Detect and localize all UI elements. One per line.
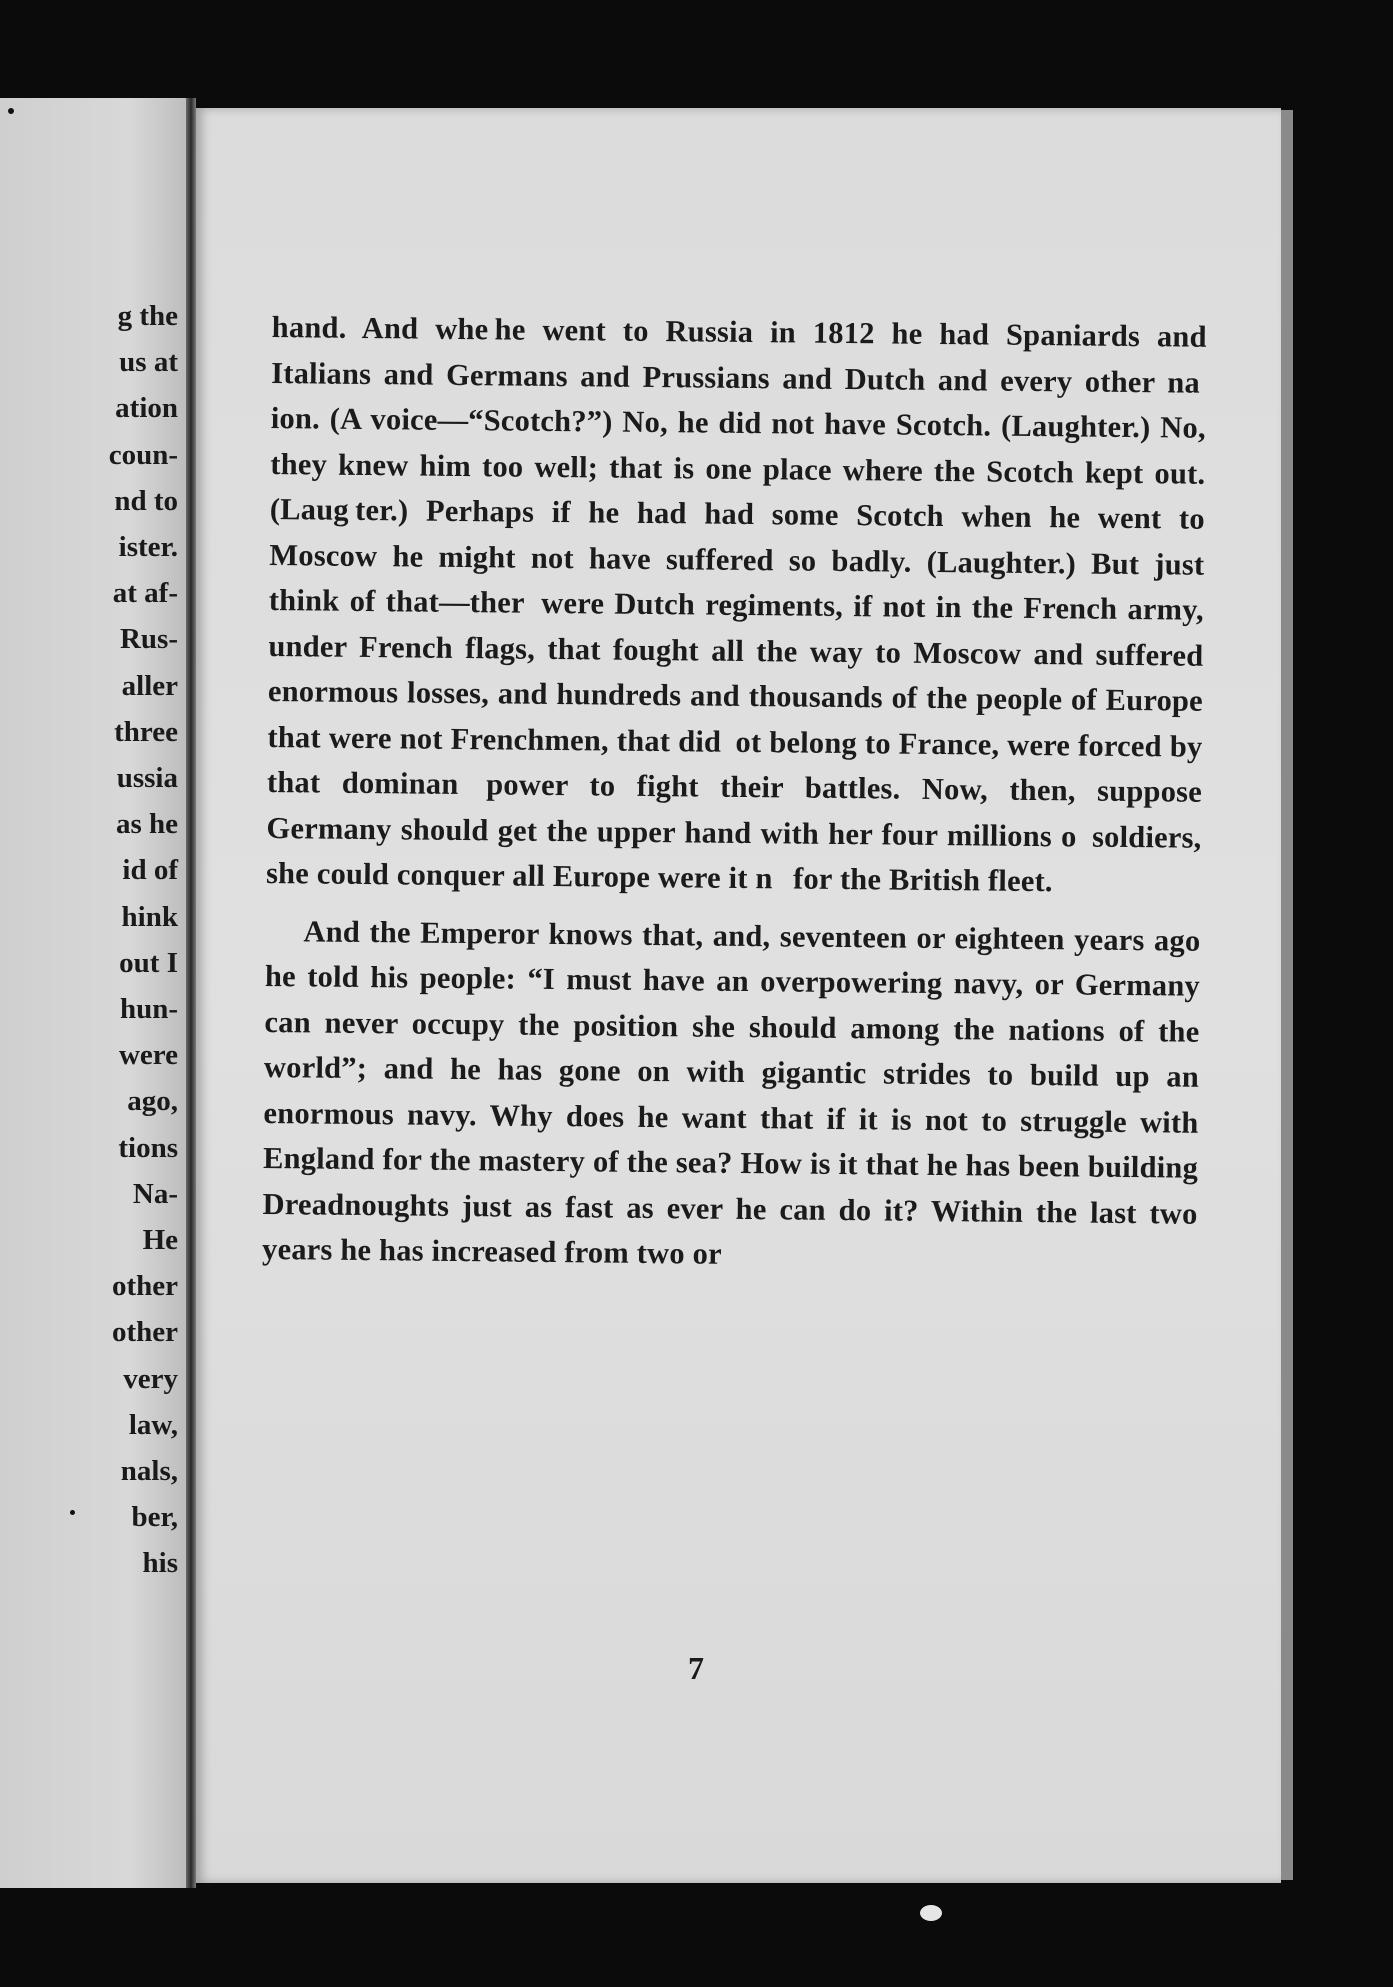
previous-page-line-fragment: He: [142, 1224, 178, 1257]
previous-page-line-fragment: very: [123, 1362, 178, 1395]
previous-page-text-fragments: [109, 293, 178, 1587]
previous-page-line-fragment: at af-: [112, 577, 178, 610]
paragraph-1: hand. And whe he went to Russia in 1812 he had Spaniards and Italians and Germans and Prussians and Dutch and every other na ion. (A voice—“Scotch?”) No, he did not have Scotch. (Laughter.) No, they knew him too well; that is one place where the Scotch kept out. (Laug ter.) Perhaps if he had had some Scotch when he went to Moscow he might not have suffered so badly. (Laughter.) But just think of that—ther were Dutch regiments, if not in the French army, under French flags, that fought all the way to Moscow and suffered enormous losses, and hundreds and thousands of the people of Europe that were not Frenchmen, that did ot belong to France, were forced by that dominan power to fight their battles. Now, then, suppose Germany should get the upper hand with her four millions o soldiers, she could conquer all Europe were it n for the British fleet.: [265, 309, 1207, 899]
page-number: 7: [688, 1650, 704, 1686]
previous-page-line-fragment: nd to: [114, 484, 178, 517]
previous-page-line-fragment: out I: [119, 946, 178, 979]
previous-page-line-fragment: other: [111, 1316, 178, 1349]
previous-page-line-fragment: ation: [115, 392, 178, 425]
previous-page-line-fragment: other: [111, 1270, 178, 1303]
previous-page-line-fragment: as he: [115, 808, 178, 841]
previous-page-edge: [0, 98, 186, 1888]
previous-page-line-fragment: Na-: [132, 1177, 178, 1210]
book-gutter: [186, 98, 196, 1888]
scan-speck: [920, 1905, 942, 1921]
previous-page-line-fragment: his: [142, 1547, 178, 1580]
previous-page-line-fragment: nals,: [120, 1455, 178, 1488]
page-body: [262, 305, 1207, 1282]
previous-page-line-fragment: g the: [117, 300, 178, 332]
previous-page-line-fragment: ister.: [118, 531, 178, 564]
paragraph-2: And the Emperor knows that, and, seventeen or eighteen years ago he told his people: “I must have an overpowering navy, or Germany can never occupy the position she should among the nations of the world”; and he has gone on with gigantic strides to build up an enormous navy. Why does he want that if it is not to struggle with England for the mastery of the sea? How is it that he has been building Dreadnoughts just as fast as ever he can do it? Within the last two years he has increased from two or: [261, 913, 1201, 1271]
previous-page-line-fragment: coun-: [108, 438, 178, 471]
previous-page-line-fragment: ago,: [127, 1085, 178, 1118]
scan-speck: [8, 108, 14, 114]
previous-page-line-fragment: tions: [118, 1131, 178, 1164]
previous-page-line-fragment: hun-: [119, 993, 178, 1026]
scan-speck: [70, 1510, 75, 1515]
previous-page-line-fragment: ussia: [116, 762, 178, 795]
page-right-edge: [1281, 110, 1293, 1880]
previous-page-line-fragment: law,: [128, 1408, 178, 1441]
previous-page-line-fragment: Rus-: [119, 623, 178, 656]
previous-page-line-fragment: three: [114, 715, 178, 748]
previous-page-line-fragment: id of: [122, 854, 178, 887]
previous-page-line-fragment: were: [118, 1039, 178, 1072]
previous-page-line-fragment: ber,: [131, 1501, 178, 1534]
previous-page-line-fragment: aller: [121, 669, 178, 702]
previous-page-line-fragment: hink: [121, 900, 178, 933]
previous-page-line-fragment: us at: [119, 346, 178, 379]
